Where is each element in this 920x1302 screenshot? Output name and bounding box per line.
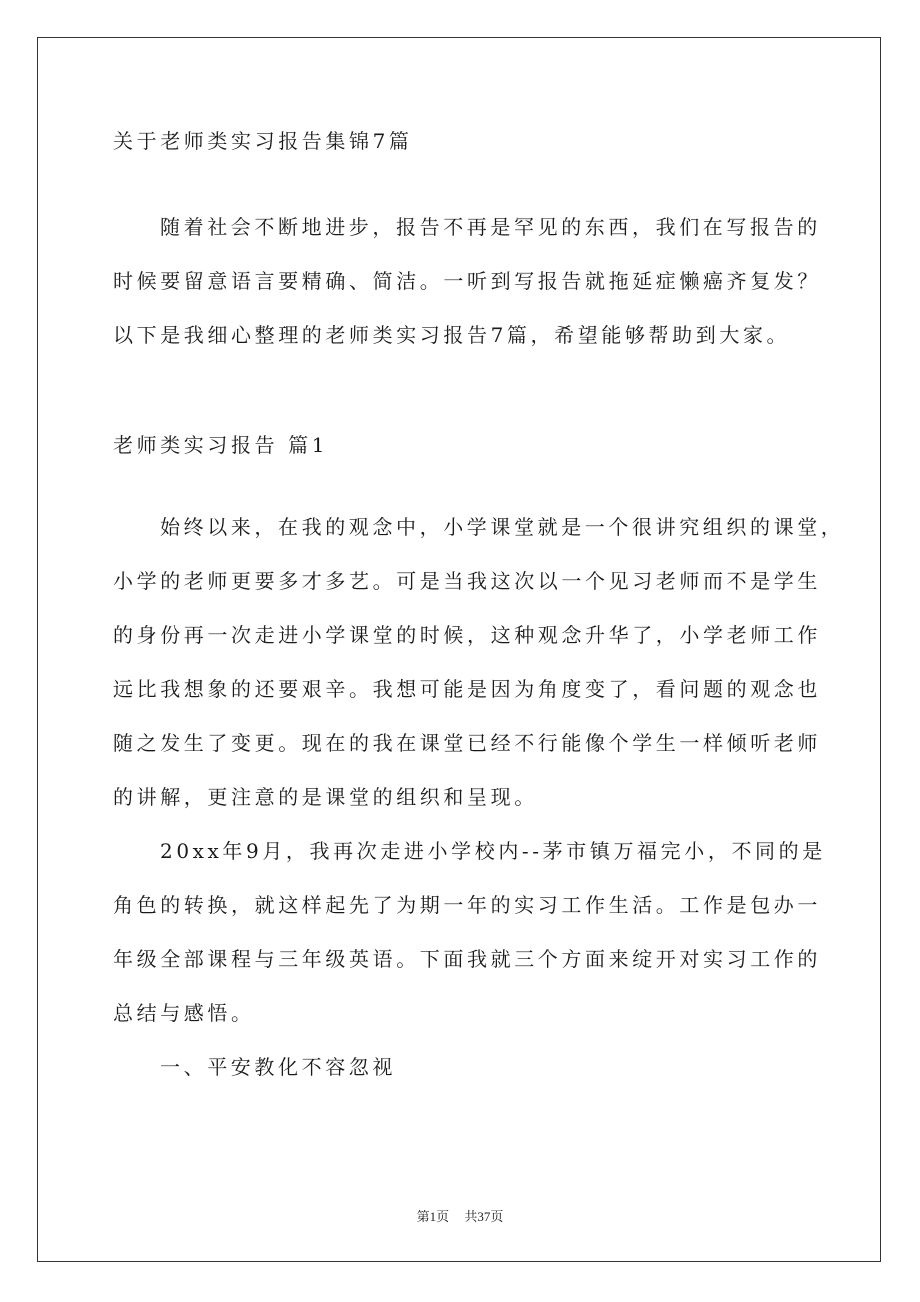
text-line: 角色的转换，就这样起先了为期一年的实习工作生活。工作是包办一 <box>113 893 821 917</box>
paragraph-1 <box>113 500 845 824</box>
document-title: 关于老师类实习报告集锦7篇 <box>113 129 413 153</box>
text-line: 远比我想象的还要艰辛。我想可能是因为角度变了，看问题的观念也 <box>113 677 821 701</box>
text-line: 随之发生了变更。现在的我在课堂已经不行能像个学生一样倾听老师 <box>113 731 821 755</box>
text-line: 时候要留意语言要精确、简洁。一听到写报告就拖延症懒癌齐复发？ <box>113 269 821 293</box>
text-line: 的讲解，更注意的是课堂的组织和呈现。 <box>113 785 538 809</box>
text-line: 始终以来，在我的观念中，小学课堂就是一个很讲究组织的课堂， <box>160 515 845 539</box>
text-line: 随着社会不断地进步，报告不再是罕见的东西，我们在写报告的 <box>160 215 821 239</box>
paragraph-2 <box>113 824 826 1040</box>
page-number-total: 共37页 <box>464 1209 504 1224</box>
text-line: 的身份再一次走进小学课堂的时候，这种观念升华了，小学老师工作 <box>113 623 821 647</box>
page-footer <box>0 1206 920 1225</box>
document-body <box>113 126 845 1094</box>
text-line: 20xx年9月，我再次走进小学校内--茅市镇万福完小，不同的是 <box>160 839 826 863</box>
subheading: 一、平安教化不容忽视 <box>160 1055 396 1079</box>
page-number-current: 第1页 <box>416 1209 450 1224</box>
text-line: 小学的老师更要多才多艺。可是当我这次以一个见习老师而不是学生 <box>113 569 821 593</box>
section-heading: 老师类实习报告 篇1 <box>113 433 329 457</box>
text-line: 总结与感悟。 <box>113 1001 255 1025</box>
text-line: 以下是我细心整理的老师类实习报告7篇，希望能够帮助到大家。 <box>113 323 791 347</box>
text-line: 年级全部课程与三年级英语。下面我就三个方面来绽开对实习工作的 <box>113 947 821 971</box>
intro-paragraph <box>113 200 821 362</box>
